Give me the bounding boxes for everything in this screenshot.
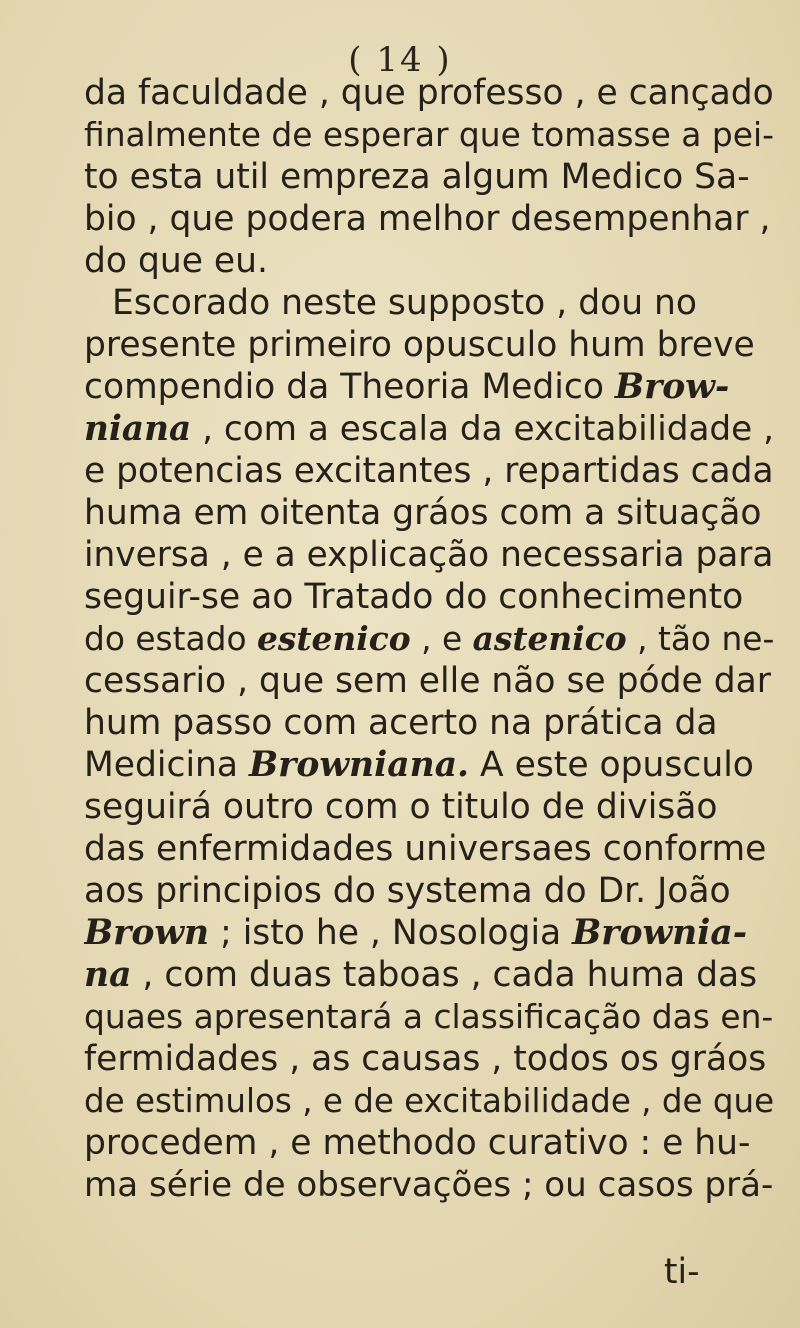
text-segment: seguir-se ao Tratado do conhecimento [84,577,744,617]
text-segment: A este opusculo [469,745,754,785]
text-segment: procedem , e methodo curativo : e hu- [84,1123,751,1163]
text-line [84,450,774,492]
text-segment: de estimulos , e de excitabilidade , de que [84,1082,774,1120]
text-line [84,408,774,450]
text-line [84,114,774,156]
text-line [84,576,774,618]
text-segment: das enfermidades universaes conforme [84,829,767,869]
text-line [84,366,774,408]
page-number: ( 14 ) [348,40,452,80]
italic-text: Browniana. [249,745,470,785]
text-line [84,744,774,786]
body-text [84,72,774,1206]
text-segment: aos principios do systema do Dr. João [84,871,731,911]
text-segment: da faculdade , que professo , e cançado [84,73,774,113]
text-segment: to esta util empreza algum Medico Sa- [84,157,750,197]
text-line [84,996,774,1038]
text-segment: compendio da Theoria Medico [84,367,615,407]
text-line [84,786,774,828]
text-segment: hum passo com acerto na prática da [84,703,718,743]
text-line [84,702,774,744]
text-line [84,72,774,114]
text-line [84,954,774,996]
catchword: ti- [664,1252,700,1292]
text-segment: huma em oitenta gráos com a situação [84,493,762,533]
text-line [84,324,774,366]
italic-text: na [84,955,132,995]
italic-text: Brown [84,913,210,953]
text-line [84,1038,774,1080]
text-line [84,828,774,870]
text-segment: cessario , que sem elle não se póde dar [84,661,771,701]
text-segment: Medicina [84,745,250,785]
text-line [84,660,774,702]
text-segment: do estado [84,620,258,658]
text-segment: presente primeiro opusculo hum breve [84,325,755,365]
italic-text: estenico [257,619,411,658]
text-segment: , com duas taboas , cada huma das [131,955,758,995]
italic-text: astenico [472,619,627,658]
text-line [84,240,774,282]
text-line [84,282,774,324]
text-segment: inversa , e a explicação necessaria para [84,535,774,575]
text-line [84,492,774,534]
text-line [84,1164,774,1206]
text-segment: e potencias excitantes , repartidas cada [84,451,774,491]
text-line [84,912,774,954]
italic-text: Brow- [614,367,730,407]
text-segment: do que eu. [84,241,268,281]
text-segment: seguirá outro com o titulo de divisão [84,787,718,827]
text-segment: , tão ne- [626,620,774,658]
text-segment: Escorado neste supposto , dou no [112,283,698,323]
text-line [84,870,774,912]
text-line [84,1080,774,1122]
text-segment: quaes apresentará a classificação das en- [84,997,774,1036]
text-segment: , com a escala da excitabilidade , [191,409,774,449]
text-segment: bio , que podera melhor desempenhar , [84,199,771,239]
text-segment: finalmente de esperar que tomasse a pei- [84,115,774,154]
text-segment: , e [410,620,473,658]
text-line [84,156,774,198]
text-line [84,198,774,240]
italic-text: niana [84,409,192,449]
text-segment: ; isto he , Nosologia [209,913,573,953]
text-line [84,1122,774,1164]
text-line [84,618,774,660]
text-segment: ma série de observações ; ou casos prá- [84,1165,774,1205]
italic-text: Brownia- [572,913,748,953]
text-line [84,534,774,576]
text-segment: fermidades , as causas , todos os gráos [84,1039,767,1079]
